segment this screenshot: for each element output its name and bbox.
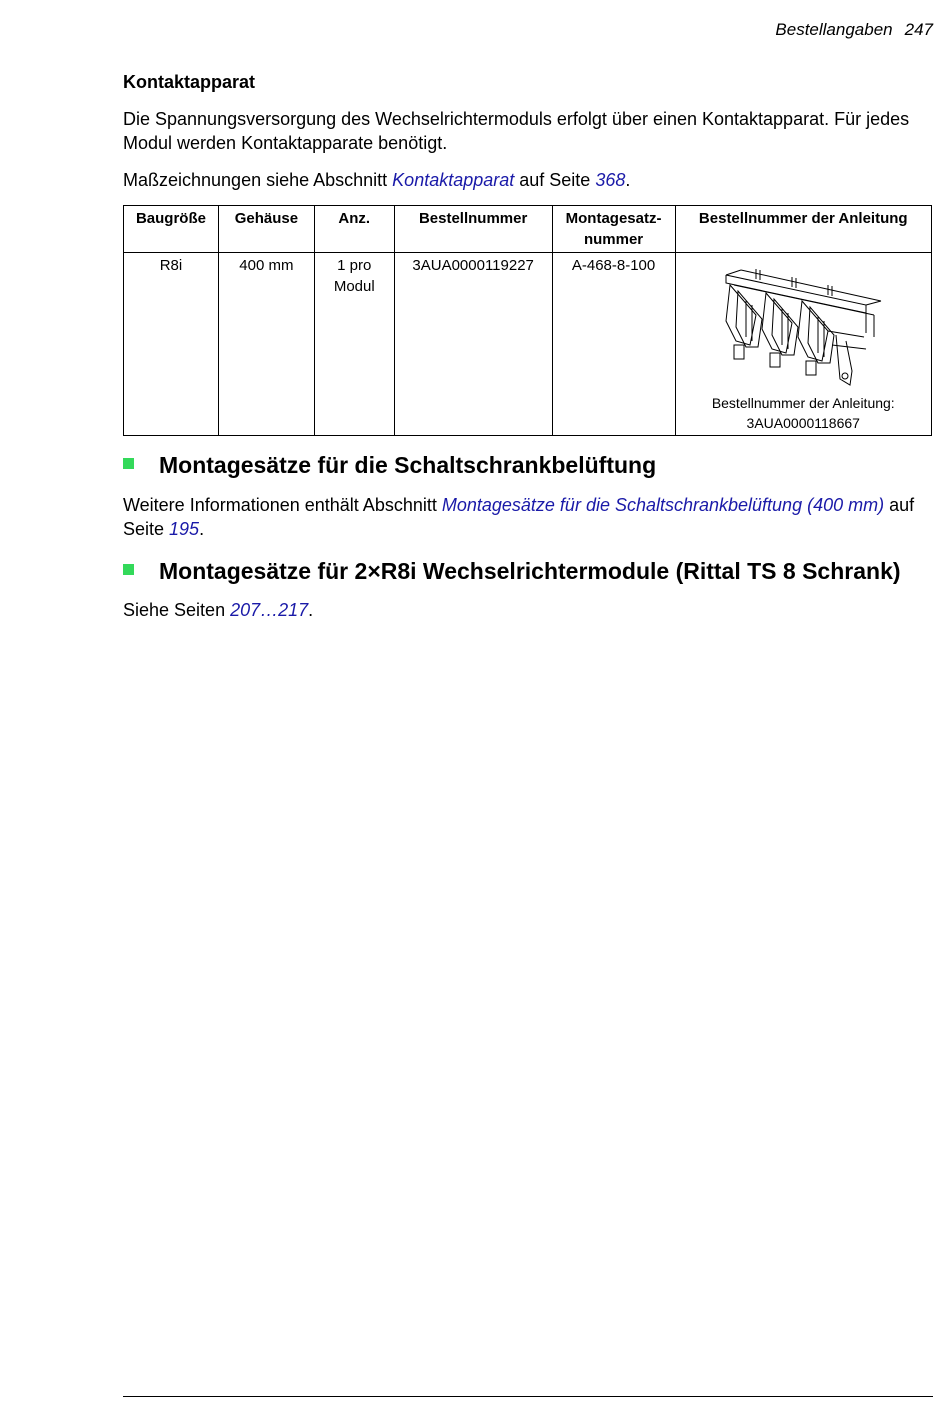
manual-order-caption [676, 393, 931, 433]
ventilation-text-prefix: Weitere Informationen enthält Abschnitt [123, 495, 442, 515]
pages-207-217-link[interactable]: 207…217 [230, 600, 309, 620]
ventilation-text-mid: auf Seite [123, 495, 915, 539]
ventilation-heading: Montagesätze für die Schaltschrankbelüftung [159, 452, 657, 478]
cell-qty: 1 pro Modul [314, 253, 394, 436]
rittal-text-prefix: Siehe Seiten [123, 600, 231, 620]
ventilation-heading-block [123, 452, 656, 479]
cell-kit-number: A-468-8-100 [552, 253, 675, 436]
page-header [775, 20, 933, 40]
footer-divider [123, 1396, 933, 1397]
bullet-square-icon [123, 458, 134, 469]
column-header: Anz. [314, 206, 394, 253]
bullet-square-icon [123, 564, 134, 575]
drawing-reference-paragraph [123, 168, 933, 192]
cell-order-number: 3AUA0000119227 [394, 253, 552, 436]
rittal-heading-block [123, 558, 901, 585]
order-table [123, 205, 932, 436]
page-number: 247 [904, 20, 933, 39]
column-header: Gehäuse [218, 206, 314, 253]
column-header: Bestellnummer [394, 206, 552, 253]
page-368-link[interactable]: 368 [595, 170, 626, 190]
ventilation-section-link[interactable]: Montagesätze für die Schaltschrankbelüftung (400 mm) [441, 495, 885, 515]
contact-apparatus-drawing-icon [716, 261, 886, 401]
ventilation-text-suffix: . [199, 519, 205, 539]
cell-size: R8i [124, 253, 219, 436]
column-header: Baugröße [124, 206, 219, 253]
table-row [124, 253, 932, 436]
contact-section-link[interactable]: Kontaktapparat [392, 170, 515, 190]
rittal-paragraph [123, 598, 933, 622]
contact-paragraph: Die Spannungsversorgung des Wechselrichtermoduls erfolgt über einen Kontaktapparat. Für jedes Modul werden Kontaktapparate benötigt. [123, 109, 910, 153]
rittal-heading: Montagesätze für 2×R8i Wechselrichtermodule (Rittal TS 8 Schrank) [159, 558, 901, 584]
column-header: Bestellnummer der Anleitung [675, 206, 931, 253]
manual-order-caption-label: Bestellnummer der Anleitung: [711, 395, 895, 411]
cell-housing: 400 mm [218, 253, 314, 436]
drawing-reference-mid: auf Seite [514, 170, 596, 190]
column-header: Montagesatz-nummer [552, 206, 675, 253]
header-section-title: Bestellangaben [775, 20, 893, 39]
page-195-link[interactable]: 195 [169, 519, 200, 539]
table-header-row [124, 206, 932, 253]
drawing-reference-suffix: . [625, 170, 631, 190]
drawing-reference-prefix: Maßzeichnungen siehe Abschnitt [123, 170, 393, 190]
cell-manual-order-number [675, 253, 931, 436]
contact-heading: Kontaktapparat [123, 72, 256, 92]
ventilation-paragraph [123, 493, 933, 541]
rittal-text-suffix: . [308, 600, 314, 620]
manual-order-number: 3AUA0000118667 [746, 415, 860, 431]
